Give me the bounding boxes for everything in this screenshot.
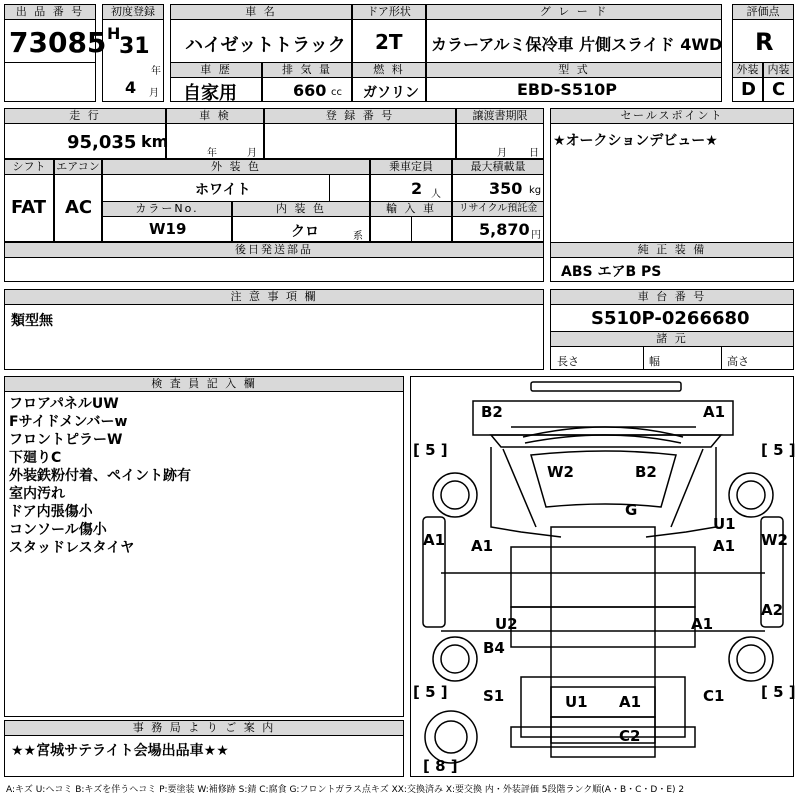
max-load-cell [452, 174, 544, 202]
later-parts-header: 後日発送部品 [4, 242, 544, 258]
inspector-line: 室内汚れ [9, 486, 65, 502]
inspector-lines [9, 395, 191, 557]
spec-divider-1 [643, 347, 644, 369]
shift-cell [4, 174, 54, 242]
capacity-header: 乗車定員 [370, 159, 452, 175]
tire-fl: [ 5 ] [413, 441, 448, 459]
model-value: EBD-S510P [517, 80, 617, 99]
chassis-value: S510P-0266680 [591, 308, 750, 329]
mark-a1-low2: A1 [619, 693, 642, 711]
notes-header: 注 意 事 項 欄 [4, 289, 544, 305]
vehicle-diagram [410, 376, 794, 777]
model-cell [426, 77, 722, 102]
mileage-unit: km [141, 132, 169, 151]
mark-a1-right-mid: A1 [713, 537, 736, 555]
lot-blank [4, 62, 96, 102]
recycle-unit: 円 [531, 230, 541, 241]
mileage-cell [4, 123, 169, 159]
inspection-month-unit: 月 [247, 148, 257, 159]
max-load-value: 350 [489, 179, 523, 198]
sales-point-text: ★オークションデビュー★ [553, 133, 718, 149]
later-parts-cell [4, 257, 544, 282]
shift-value: FAT [11, 197, 47, 218]
score-int: C [772, 79, 786, 100]
mark-b2-top: B2 [481, 403, 503, 421]
inspection-cell [166, 123, 264, 159]
mileage-value: 95,035 [67, 132, 137, 153]
fuel-header: 燃 料 [352, 62, 426, 78]
vehicle-cell [170, 19, 352, 63]
lot-number-cell [4, 19, 107, 63]
mark-a1-left-mid: A1 [471, 537, 494, 555]
registration-era: H [107, 24, 121, 43]
displacement-value: 660 [293, 81, 327, 100]
mark-w2-right: W2 [761, 531, 788, 549]
exterior-color-value: ホワイト [195, 182, 251, 198]
office-cell [4, 735, 404, 777]
door-header: ドア形状 [352, 4, 426, 20]
grade-cell [426, 19, 722, 63]
shift-header: シフト [4, 159, 54, 175]
interior-color-value: クロ [291, 224, 319, 240]
equipment-cell [550, 257, 794, 282]
chassis-cell [550, 304, 794, 332]
mark-u2: U2 [495, 615, 518, 633]
registration-cell [102, 19, 164, 102]
inspector-cell [4, 391, 404, 717]
max-load-unit: kg [529, 185, 542, 196]
tire-rl: [ 5 ] [413, 683, 448, 701]
spec-cell [550, 346, 794, 370]
interior-color-suffix: 系 [353, 231, 363, 242]
displacement-unit: cc [331, 87, 342, 98]
mark-s1: S1 [483, 687, 505, 705]
chassis-header: 車 台 番 号 [550, 289, 794, 305]
mark-a1-low: A1 [691, 615, 714, 633]
spec-header: 諸 元 [550, 331, 794, 347]
mark-w2: W2 [547, 463, 574, 481]
spec-length: 長さ [557, 355, 579, 368]
exterior-color-header: 外 装 色 [102, 159, 370, 175]
inspector-line: 外装鉄粉付着、ペイント跡有 [9, 468, 191, 484]
interior-color-cell [232, 216, 370, 242]
inspection-year-unit: 年 [207, 148, 217, 159]
history-value: 自家用 [183, 83, 237, 104]
mileage-header: 走 行 [4, 108, 166, 124]
score-header: 評価点 [732, 4, 794, 20]
capacity-cell [370, 174, 452, 202]
transfer-cell [456, 123, 544, 159]
door-value: 2T [375, 30, 403, 54]
equipment-value: ABS エアB PS [561, 264, 662, 280]
capacity-unit: 人 [431, 189, 441, 200]
mark-a1-top: A1 [703, 403, 726, 421]
max-load-header: 最大積載量 [452, 159, 544, 175]
displacement-header: 排 気 量 [262, 62, 352, 78]
office-text: ★★宮城サテライト会場出品車★★ [11, 743, 229, 759]
mark-a2: A2 [761, 601, 784, 619]
door-cell [352, 19, 426, 63]
tire-rr: [ 5 ] [761, 683, 796, 701]
registration-year-unit: 年 [151, 66, 161, 77]
aircon-header: エアコン [54, 159, 102, 175]
score-value: R [755, 28, 774, 56]
legend: A:キズ U:ヘコミ B:キズを伴うヘコミ P:要塗装 W:補修跡 S:錆 C:腐食 G:フロントガラス点キズ XX:交換済み X:要交換 内・外装評価 5段階ランク順(A・B・C・D・E) 2 [6, 785, 685, 795]
import-divider [411, 217, 412, 241]
score-cell [732, 19, 794, 63]
inspector-line: スタッドレスタイヤ [9, 540, 135, 556]
plate-cell [264, 123, 456, 159]
registration-header: 初度登録 [102, 4, 164, 20]
transfer-month-unit: 月 [497, 148, 507, 159]
recycle-cell [452, 216, 544, 242]
transfer-header: 譲渡書期限 [456, 108, 544, 124]
inspector-header: 検 査 員 記 入 欄 [4, 376, 404, 392]
capacity-value: 2 [411, 179, 423, 198]
score-ext: D [741, 79, 756, 100]
inspector-line: フロアパネルUW [9, 396, 119, 412]
mark-b4: B4 [483, 639, 505, 657]
tire-fr: [ 5 ] [761, 441, 796, 459]
transfer-day-unit: 日 [529, 148, 539, 159]
mark-g: G [625, 501, 638, 519]
exterior-color-divider [329, 175, 330, 201]
aircon-value: AC [65, 197, 93, 218]
displacement-cell [262, 77, 352, 102]
equipment-header: 純 正 装 備 [550, 242, 794, 258]
inspector-line: Fサイドメンバーw [9, 414, 128, 430]
registration-month-unit: 月 [149, 88, 159, 99]
tire-spare: [ 8 ] [423, 757, 458, 775]
fuel-cell [352, 77, 426, 102]
recycle-value: 5,870 [479, 220, 530, 239]
aircon-cell [54, 174, 102, 242]
truck-outline [411, 377, 793, 776]
interior-color-header: 内 装 色 [232, 201, 370, 217]
spec-height: 高さ [727, 355, 749, 368]
vehicle-header: 車 名 [170, 4, 352, 20]
grade-header: グ レ ー ド [426, 4, 722, 20]
lot-header: 出 品 番 号 [4, 4, 96, 20]
grade-value: カラーアルミ保冷車 片側スライド 4WD [431, 35, 723, 54]
inspector-line: 下廻りC [9, 450, 62, 466]
color-no-value: W19 [149, 220, 187, 238]
history-header: 車 歴 [170, 62, 262, 78]
recycle-header: リサイクル預託金 [452, 201, 544, 217]
mark-a1-left-door: A1 [423, 531, 446, 549]
plate-header: 登 録 番 号 [264, 108, 456, 124]
fuel-value: ガソリン [363, 85, 419, 101]
inspector-line: コンソール傷小 [9, 522, 107, 538]
vehicle-name: ハイゼットトラック [185, 35, 346, 56]
exterior-color-cell [102, 174, 370, 202]
office-header: 事 務 局 よ り ご 案 内 [4, 720, 404, 736]
registration-month: 4 [125, 78, 137, 97]
mark-u1-low: U1 [565, 693, 588, 711]
score-int-cell [763, 77, 794, 102]
score-ext-cell [732, 77, 763, 102]
model-header: 型 式 [426, 62, 722, 78]
notes-cell [4, 304, 544, 370]
spec-divider-2 [721, 347, 722, 369]
import-header: 輸 入 車 [370, 201, 452, 217]
history-cell [170, 77, 262, 102]
inspector-line: フロントピラーW [9, 432, 123, 448]
score-ext-label: 外装 [732, 62, 763, 78]
color-no-cell [102, 216, 232, 242]
spec-width: 幅 [649, 355, 660, 368]
mark-c1: C1 [703, 687, 725, 705]
sales-point-cell [550, 123, 794, 243]
import-cell [370, 216, 452, 242]
sales-point-header: セールスポイント [550, 108, 794, 124]
inspection-header: 車 検 [166, 108, 264, 124]
mark-u1-mid: U1 [713, 515, 736, 533]
inspector-line: ドア内張傷小 [9, 504, 93, 520]
registration-year: 31 [119, 34, 150, 59]
score-int-label: 内装 [763, 62, 794, 78]
mark-c2: C2 [619, 727, 641, 745]
color-no-header: カラーNo. [102, 201, 232, 217]
notes-text: 類型無 [11, 313, 53, 329]
lot-number: 73085 [9, 26, 107, 59]
mark-b2-mid: B2 [635, 463, 657, 481]
